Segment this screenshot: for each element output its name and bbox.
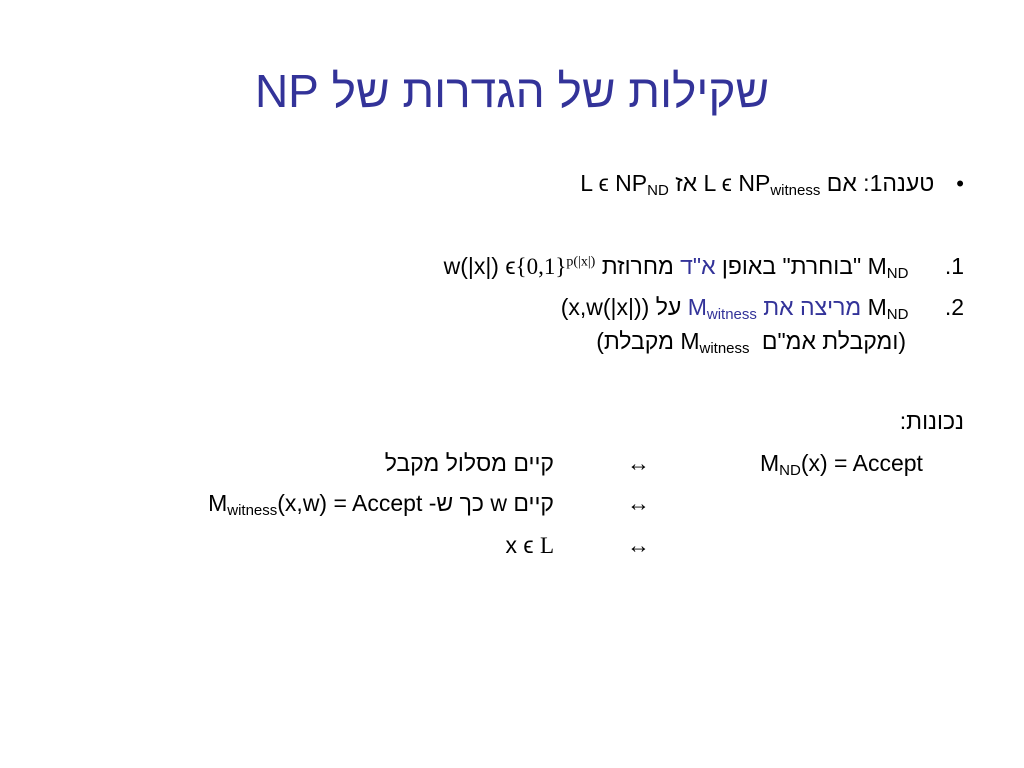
claim-lhs: L ϵ $NP_{witness}$	[703, 170, 821, 199]
item-1-text-a: "בוחרת" באופן	[721, 253, 862, 279]
slide-title: שקילות של הגדרות של NP	[254, 65, 770, 117]
item-1-text-b: מחרוזת	[601, 253, 674, 279]
item-2	[561, 294, 964, 321]
correctness-label: נכונות:	[899, 408, 964, 434]
iff-arrow-icon: ↔	[627, 450, 650, 476]
item-2-line2-open: (ומקבלת אמ"ם	[761, 328, 906, 354]
correctness-left: $M_{ND}(x)$ = Accept	[760, 450, 923, 479]
claim-prefix: טענה1: אם	[826, 170, 935, 196]
correctness-row-2-text: קיים w כך ש-	[428, 490, 554, 516]
correctness-row-3: x ϵ L	[505, 532, 554, 558]
item-2-line2-machine: $M_{witness}$	[680, 328, 750, 357]
claim-middle: אז	[675, 170, 698, 196]
item-1-text-blue: א"ד	[680, 253, 716, 279]
correctness-row-2-expr: $M_{witness}(x,w)$ = Accept	[208, 490, 423, 519]
bullet-icon: •	[956, 171, 964, 196]
item-2-machine: $M_{ND}$	[867, 294, 909, 323]
item-2-blue-text: מריצה את	[763, 294, 862, 320]
iff-arrow-icon: ↔	[627, 490, 650, 516]
item-2-continuation	[596, 328, 906, 355]
item-2-line2-close: מקבלת)	[596, 328, 674, 354]
item-2-text-b: על	[655, 294, 682, 320]
item-2-math: (x,w(|x|))	[560, 294, 650, 320]
item-1	[444, 253, 964, 280]
correctness-row-2	[208, 490, 554, 517]
correctness-row-1: קיים מסלול מקבל	[384, 450, 554, 476]
item-1-machine: $M_{ND}$	[867, 253, 909, 282]
item-2-number: 2.	[944, 294, 964, 320]
claim-line	[580, 170, 964, 197]
claim-rhs: L ϵ $NP_{ND}$	[580, 170, 669, 199]
item-2-blue-machine: $M_{witness}$	[687, 294, 757, 323]
item-1-math: w(|x|) $\epsilon\{0,1\}^{p(|x|)}$	[443, 253, 596, 279]
iff-arrow-icon: ↔	[627, 532, 650, 558]
item-1-number: 1.	[944, 253, 964, 279]
